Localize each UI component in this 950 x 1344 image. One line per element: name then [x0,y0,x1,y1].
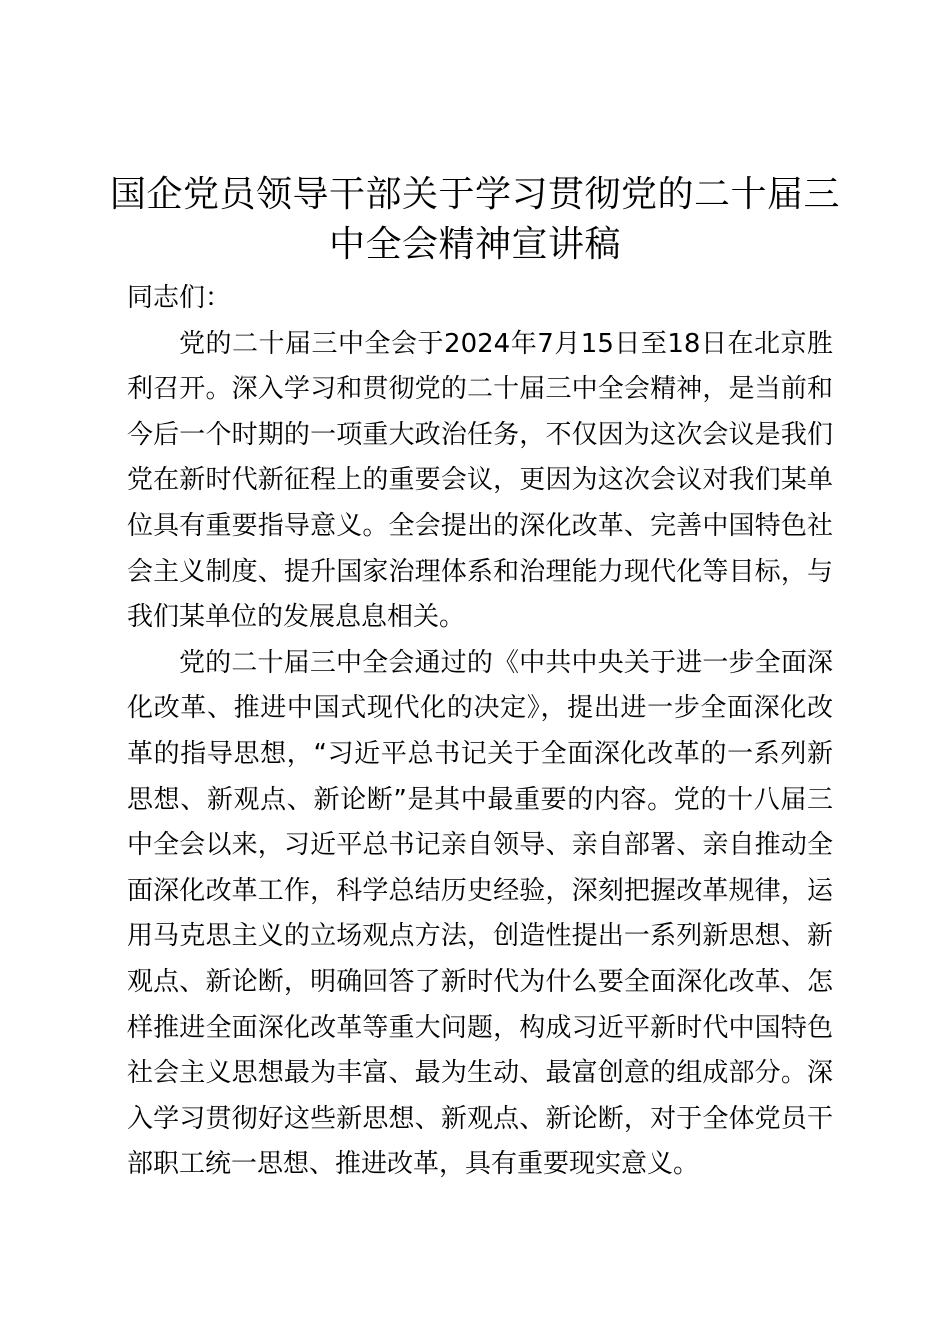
paragraph-2: 党的二十届三中全会通过的《中共中央关于进一步全面深化改革、推进中国式现代化的决定》，提出进一步全面深化改革的指导思想，“习近平总书记关于全面深化改革的一系列新思想、新观点、新论断”是其中最重要的内容。党的十八届三中全会以来，习近平总书记亲自领导、亲自部署、亲自推动全面深化改革工作，科学总结历史经验，深刻把握改革规律，运用马克思主义的立场观点方法，创造性提出一系列新思想、新观点、新论断，明确回答了新时代为什么要全面深化改革、怎样推进全面深化改革等重大问题，构成习近平新时代中国特色社会主义思想最为丰富、最为生动、最富创意的组成部分。深入学习贯彻好这些新思想、新观点、新论断，对于全体党员干部职工统一思想、推进改革，具有重要现实意义。 [127,647,833,1180]
document-title: 国企党员领导干部关于学习贯彻党的二十届三中全会精神宣讲稿 [110,174,841,265]
salutation: 同志们： [127,283,232,313]
document-body [127,276,833,1188]
paragraph-1: 党的二十届三中全会于2024年7月15日至18日在北京胜利召开。深入学习和贯彻党的二十届三中全会精神，是当前和今后一个时期的一项重大政治任务，不仅因为这次会议是我们党在新时代新征程上的重要会议，更因为这次会议对我们某单位具有重要指导意义。全会提出的深化改革、完善中国特色社会主义制度、提升国家治理体系和治理能力现代化等目标，与我们某单位的发展息息相关。 [127,328,833,633]
